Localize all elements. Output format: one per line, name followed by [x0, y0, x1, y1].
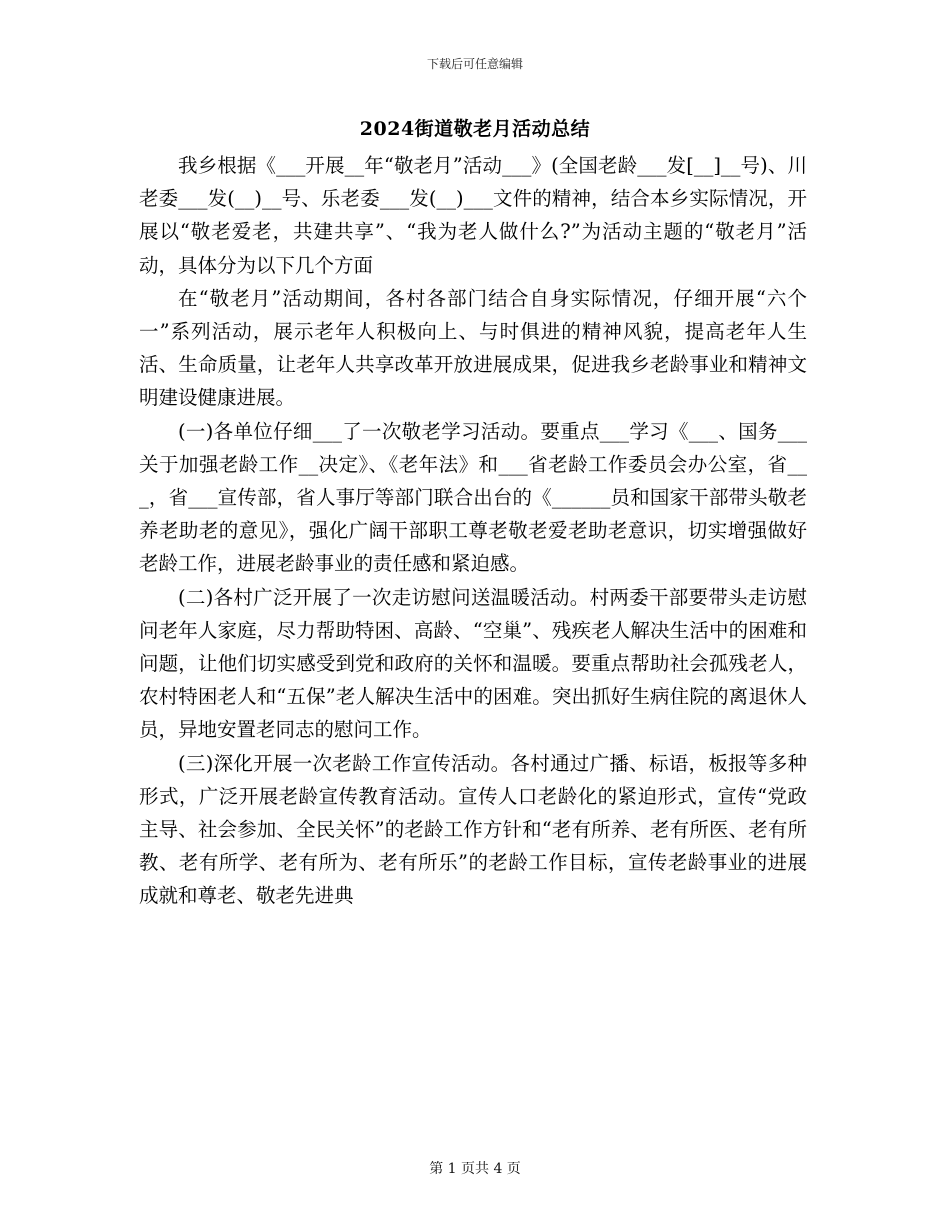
document-body [139, 149, 807, 913]
page-number: 第 1 页共 4 页 [429, 1161, 521, 1177]
header-note: 下载后可任意编辑 [426, 57, 523, 71]
paragraph: (三)深化开展一次老龄工作宣传活动。各村通过广播、标语，板报等多种形式，广泛开展老龄宣传教育活动。宣传人口老龄化的紧迫形式，宣传“党政主导、社会参加、全民关怀”的老龄工作方针和“老有所养、老有所医、老有所教、老有所学、老有所为、老有所乐”的老龄工作目标，宣传老龄事业的进展成就和尊老、敬老先进典 [139, 751, 807, 908]
paragraph: 在“敬老月”活动期间，各村各部门结合自身实际情况，仔细开展“六个一”系列活动，展示老年人积极向上、与时俱进的精神风貌，提高老年人生活、生命质量，让老年人共享改革开放进展成果，促进我乡老龄事业和精神文明建设健康进展。 [139, 286, 807, 410]
paragraph: (一)各单位仔细___了一次敬老学习活动。要重点___学习《___、国务___关于加强老龄工作__决定》、《老年法》和___省老龄工作委员会办公室，省___，省___宣传部，省人事厅等部门联合出台的《______员和国家干部带头敬老养老助老的意见》，强化广阔干部职工尊老敬老爱老助老意识，切实增强做好老龄工作，进展老龄事业的责任感和紧迫感。 [139, 419, 807, 576]
paragraph: (二)各村广泛开展了一次走访慰问送温暖活动。村两委干部要带头走访慰问老年人家庭，尽力帮助特困、高龄、“空巢”、残疾老人解决生活中的困难和问题，让他们切实感受到党和政府的关怀和温暖。要重点帮助社会孤残老人，农村特困老人和“五保”老人解决生活中的困难。突出抓好生病住院的离退休人员，异地安置老同志的慰问工作。 [139, 585, 807, 742]
paragraph: 我乡根据《___开展__年“敬老月”活动___》(全国老龄___发[__]__号)、川老委___发(__)__号、乐老委___发(__)___文件的精神，结合本乡实际情况，开展以“敬老爱老，共建共享”、“我为老人做什么?”为活动主题的“敬老月”活动，具体分为以下几个方面 [139, 154, 807, 277]
document-title: 2024街道敬老月活动总结 [359, 118, 591, 140]
